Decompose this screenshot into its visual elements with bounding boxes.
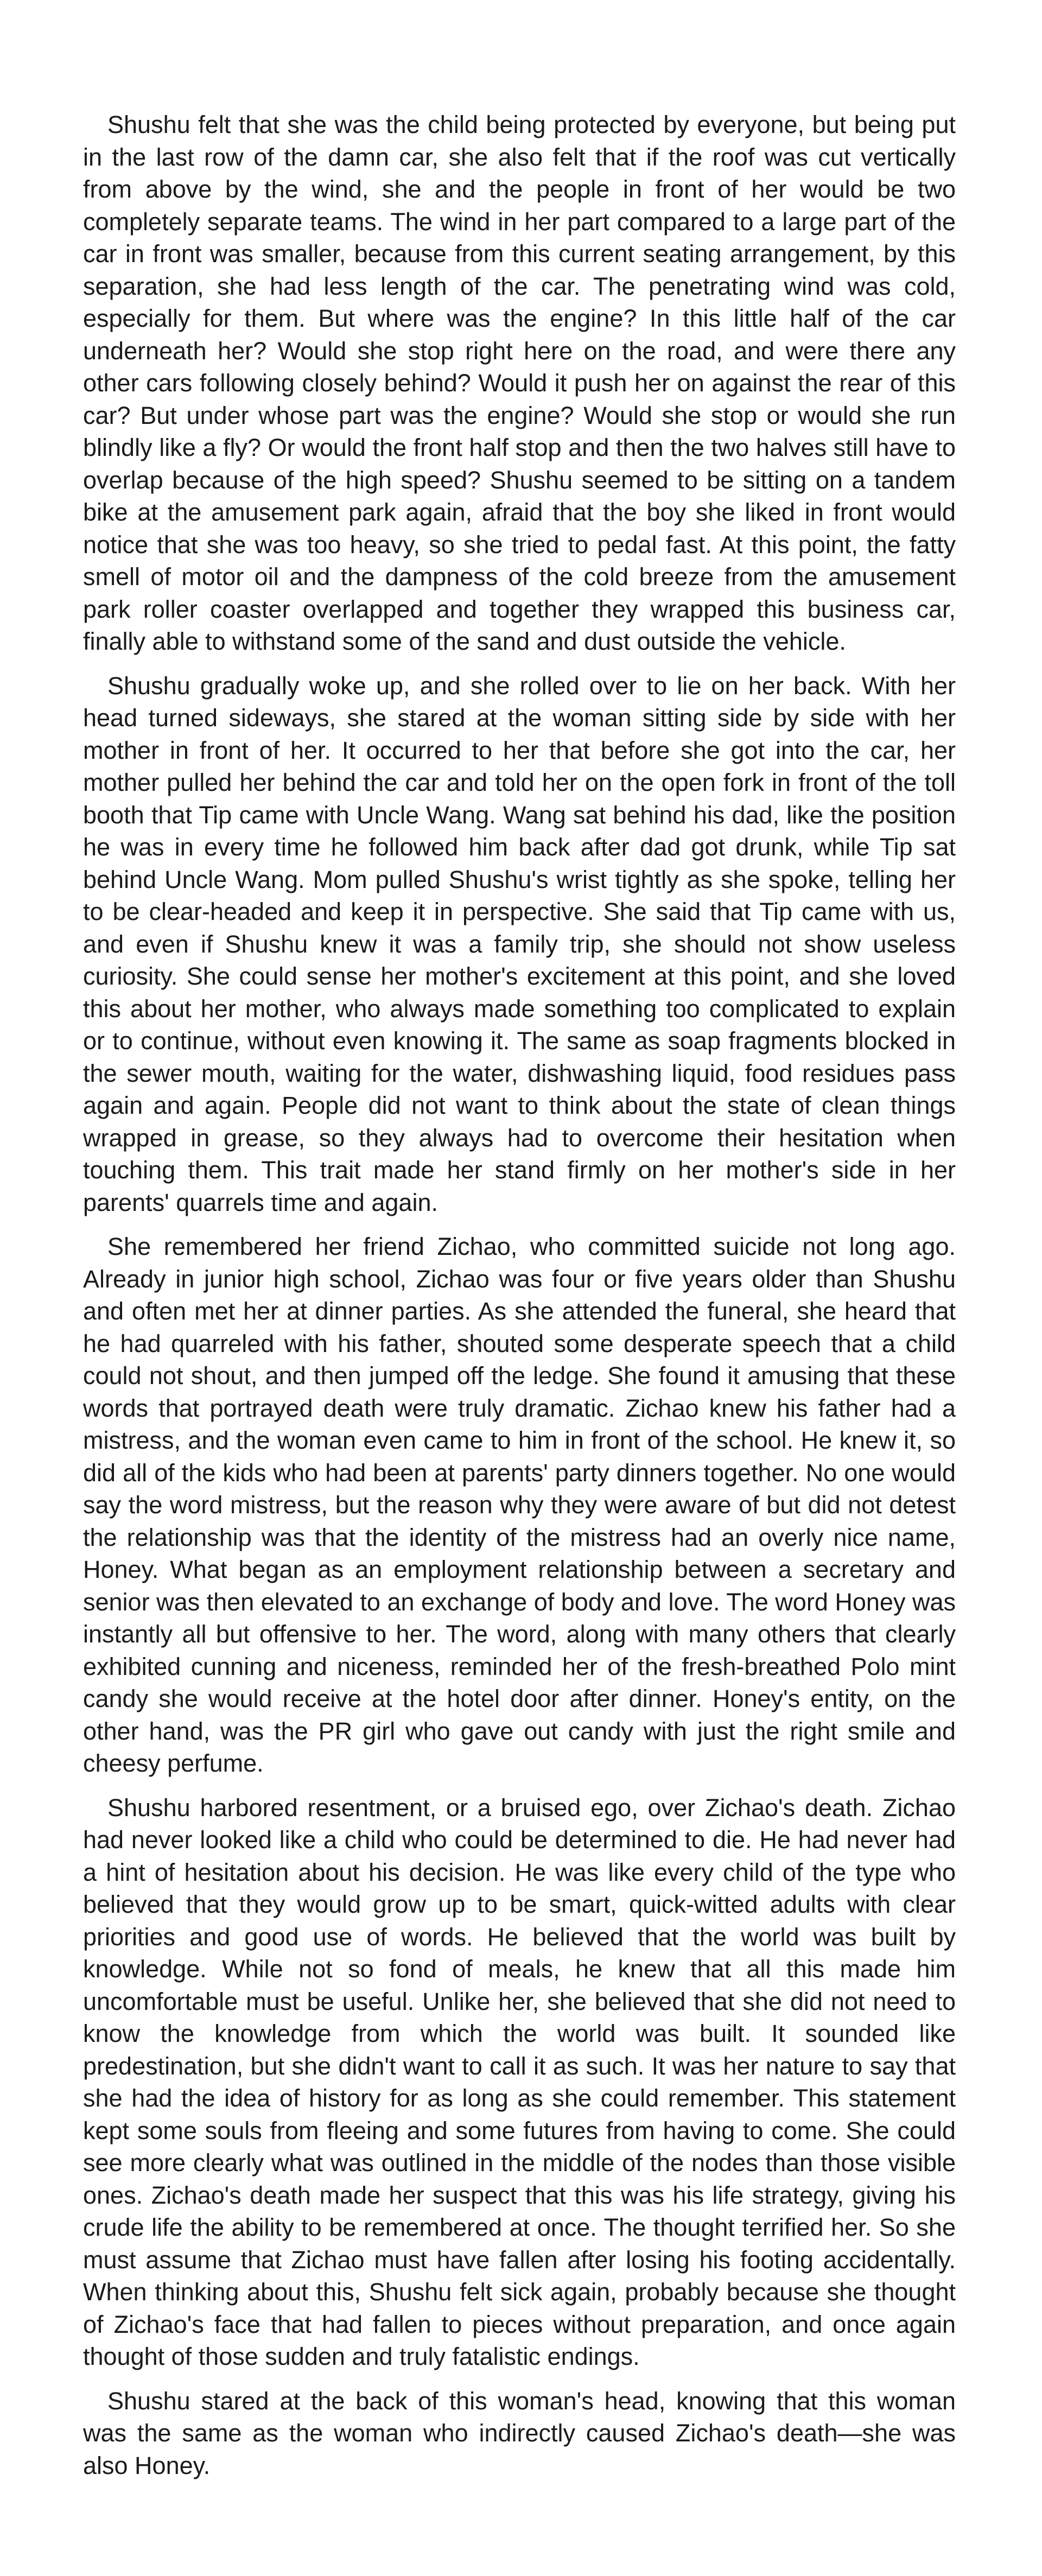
paragraph-5: Shushu stared at the back of this woman's head, knowing that this woman was the same as the woman who indirectly caused Zichao's death—she was also Honey. — [83, 2387, 956, 2479]
paragraph-4: Shushu harbored resentment, or a bruised ego, over Zichao's death. Zichao had never looked like a child who could be determined to die. He had never had a hint of hesitation about his decision. He was like every child of the type who believed that they would grow up to be smart, quick-witted adults with clear priorities and good use of words. He believed that the world was built by knowledge. While not so fond of meals, he knew that all this made him uncomfortable must be useful. Unlike her, she believed that she did not need to know the knowledge from which the world was built. It sounded like predestination, but she didn't want to call it as such. It was her nature to say that she had the idea of history for as long as she could remember. This statement kept some souls from fleeing and some futures from having to come. She could see more clearly what was outlined in the middle of the nodes than those visible ones. Zichao's death made her suspect that this was his life strategy, giving his crude life the ability to be remembered at once. The thought terrified her. So she must assume that Zichao must have fallen after losing his footing accidentally. When thinking about this, Shushu felt sick again, probably because she thought of Zichao's face that had fallen to pieces without preparation, and once again thought of those sudden and truly fatalistic endings. — [83, 1793, 956, 2370]
paragraph-1: Shushu felt that she was the child being protected by everyone, but being put in the last row of the damn car, she also felt that if the roof was cut vertically from above by the wind, she and the people in front of her would be two completely separate teams. The wind in her part compared to a large part of the car in front was smaller, because from this current seating arrangement, by this separation, she had less length of the car. The penetrating wind was cold, especially for them. But where was the engine? In this little half of the car underneath her? Would she stop right here on the road, and were there any other cars following closely behind? Would it push her on against the rear of this car? But under whose part was the engine? Would she stop or would she run blindly like a fly? Or would the front half stop and then the two halves still have to overlap because of the high speed? Shushu seemed to be sitting on a tandem bike at the amusement park again, afraid that the boy she liked in front would notice that she was too heavy, so she tried to pedal fast. At this point, the fatty smell of motor oil and the dampness of the cold breeze from the amusement park roller coaster overlapped and together they wrapped this business car, finally able to withstand some of the sand and dust outside the vehicle. — [83, 111, 956, 655]
document-page — [83, 109, 956, 2482]
paragraph-3: She remembered her friend Zichao, who committed suicide not long ago. Already in junior high school, Zichao was four or five years older than Shushu and often met her at dinner parties. As she attended the funeral, she heard that he had quarreled with his father, shouted some desperate speech that a child could not shout, and then jumped off the ledge. She found it amusing that these words that portrayed death were truly dramatic. Zichao knew his father had a mistress, and the woman even came to him in front of the school. He knew it, so did all of the kids who had been at parents' party dinners together. No one would say the word mistress, but the reason why they were aware of but did not detest the relationship was that the identity of the mistress had an overly nice name, Honey. What began as an employment relationship between a secretary and senior was then elevated to an exchange of body and love. The word Honey was instantly all but offensive to her. The word, along with many others that clearly exhibited cunning and niceness, reminded her of the fresh-breathed Polo mint candy she would receive at the hotel door after dinner. Honey's entity, on the other hand, was the PR girl who gave out candy with just the right smile and cheesy perfume. — [83, 1233, 956, 1777]
paragraph-2: Shushu gradually woke up, and she rolled over to lie on her back. With her head turned sideways, she stared at the woman sitting side by side with her mother in front of her. It occurred to her that before she got into the car, her mother pulled her behind the car and told her on the open fork in front of the toll booth that Tip came with Uncle Wang. Wang sat behind his dad, like the position he was in every time he followed him back after dad got drunk, while Tip sat behind Uncle Wang. Mom pulled Shushu's wrist tightly as she spoke, telling her to be clear-headed and keep it in perspective. She said that Tip came with us, and even if Shushu knew it was a family trip, she should not show useless curiosity. She could sense her mother's excitement at this point, and she loved this about her mother, who always made something too complicated to explain or to continue, without even knowing it. The same as soap fragments blocked in the sewer mouth, waiting for the water, dishwashing liquid, food residues pass again and again. People did not want to think about the state of clean things wrapped in grease, so they always had to overcome their hesitation when touching them. This trait made her stand firmly on her mother's side in her parents' quarrels time and again. — [83, 671, 956, 1216]
